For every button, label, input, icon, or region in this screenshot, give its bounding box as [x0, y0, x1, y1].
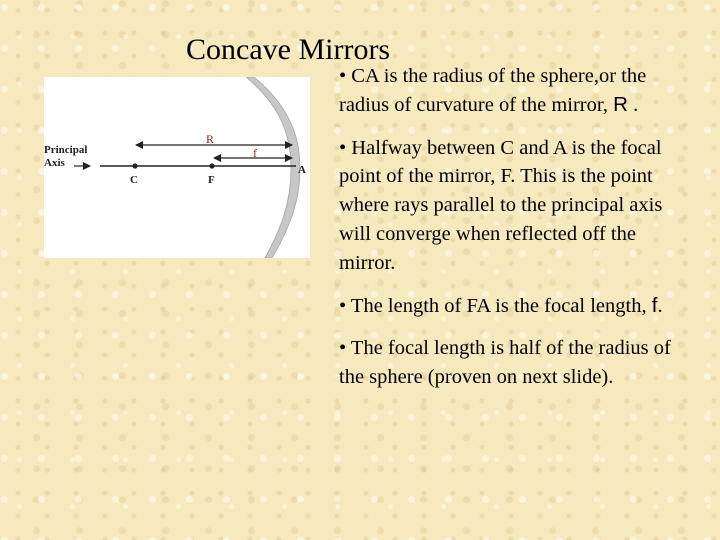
mirror-diagram-svg	[44, 77, 310, 258]
concave-mirror	[246, 77, 300, 258]
bullet-text: • The focal length is half of the radius of the sphere (proven on next slide).	[339, 337, 671, 389]
point-f	[209, 163, 214, 168]
slide-title: Concave Mirrors	[186, 33, 391, 66]
focal-length-label: f	[253, 146, 257, 160]
bullet-text: • Halfway between C and A is the focal point of the mirror, F. This is the point where rays parallel to the principal axis will converge when reflected off the mirror.	[339, 136, 663, 274]
principal-axis-label-line1: Principal	[44, 144, 88, 156]
bullet-suffix: .	[627, 93, 639, 116]
bullet-text: • The length of FA is the focal length,	[339, 294, 652, 317]
bullet-item-focal-length	[339, 292, 689, 321]
vertex-label: A	[298, 164, 306, 176]
center-label: C	[130, 174, 138, 186]
point-c	[132, 163, 137, 168]
bullet-text: • CA is the radius of the sphere,or the radius of curvature of the mirror,	[339, 65, 647, 116]
radius-label: R	[206, 132, 215, 146]
bullet-list	[339, 62, 689, 406]
bullet-symbol: f	[651, 293, 658, 317]
bullet-item-focal-point	[339, 134, 689, 278]
mirror-diagram	[44, 77, 310, 258]
focal-point-label: F	[208, 174, 215, 186]
bullet-item-half-radius	[339, 334, 689, 392]
bullet-symbol: R	[613, 92, 628, 116]
principal-axis-label-line2: Axis	[44, 157, 65, 169]
bullet-item-radius	[339, 62, 689, 120]
bullet-suffix: .	[657, 294, 663, 317]
